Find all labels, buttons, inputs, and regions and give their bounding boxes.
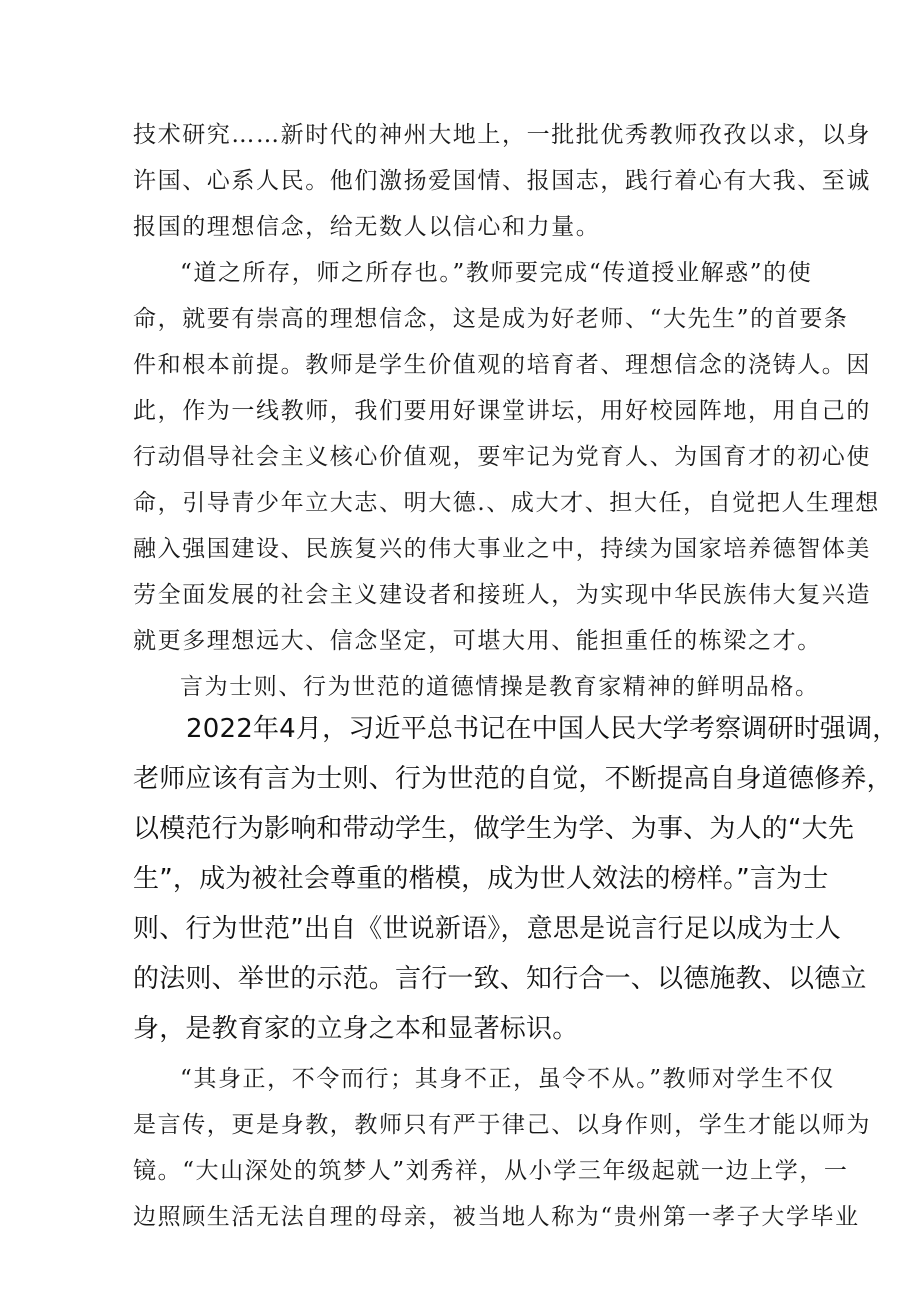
text-line: 则、行为世范”出自《世说新语》，意思是说言行足以成为士人 — [133, 914, 842, 944]
text-line: 2022年4月，习近平总书记在中国人民大学考察调研时强调， — [186, 714, 899, 744]
text-line: 老师应该有言为士则、行为世范的自觉，不断提高自身道德修养， — [133, 764, 893, 794]
text-line: 身，是教育家的立身之本和显著标识。 — [133, 1014, 579, 1044]
text-line: 言为士则、行为世范的道德情操是教育家精神的鲜明品格。 — [180, 674, 820, 700]
text-line: “其身正，不令而行；其身不正，虽令不从。”教师对学生不仅 — [180, 1066, 835, 1092]
text-line: 报国的理想信念，给无数人以信心和力量。 — [133, 214, 601, 240]
text-line: 命，就要有崇高的理想信念，这是成为好老师、“大先生”的首要条 — [133, 306, 849, 332]
text-line: 此，作为一线教师，我们要用好课堂讲坛，用好校园阵地，用自己的 — [133, 398, 871, 424]
text-line: 边照顾生活无法自理的母亲，被当地人称为“贵州第一孝子大学毕业 — [133, 1204, 860, 1230]
text-line: “道之所存，师之所存也。”教师要完成“传道授业解惑”的使 — [180, 260, 813, 286]
text-line: 镜。“大山深处的筑梦人”刘秀祥，从小学三年级起就一边上学，一 — [133, 1158, 849, 1184]
text-line: 以模范行为影响和带动学生，做学生为学、为事、为人的“大先 — [133, 814, 855, 844]
text-line: 就更多理想远大、信念坚定，可堪大用、能担重任的栋梁之才。 — [133, 628, 822, 654]
text-line: 是言传，更是身教，教师只有严于律己、以身作则，学生才能以师为 — [133, 1112, 871, 1138]
text-line: 技术研究……新时代的神州大地上，一批批优秀教师孜孜以求，以身 — [133, 122, 871, 148]
text-line: 融入强国建设、民族复兴的伟大事业之中，持续为国家培养德智体美 — [133, 536, 871, 562]
text-line: 生”，成为被社会尊重的楷模，成为世人效法的榜样。”言为士 — [133, 864, 829, 894]
text-line: 命，引导青少年立大志、明大德.、成大才、担大任，自觉把人生理想 — [133, 490, 880, 516]
text-line: 行动倡导社会主义核心价值观，要牢记为党育人、为国育才的初心使 — [133, 444, 871, 470]
text-line: 的法则、举世的示范。言行一致、知行合一、以德施教、以德立 — [133, 964, 867, 994]
text-line: 许国、心系人民。他们激扬爱国情、报国志，践行着心有大我、至诚 — [133, 168, 871, 194]
text-line: 劳全面发展的社会主义建设者和接班人，为实现中华民族伟大复兴造 — [133, 582, 871, 608]
text-line: 件和根本前提。教师是学生价值观的培育者、理想信念的浇铸人。因 — [133, 352, 871, 378]
